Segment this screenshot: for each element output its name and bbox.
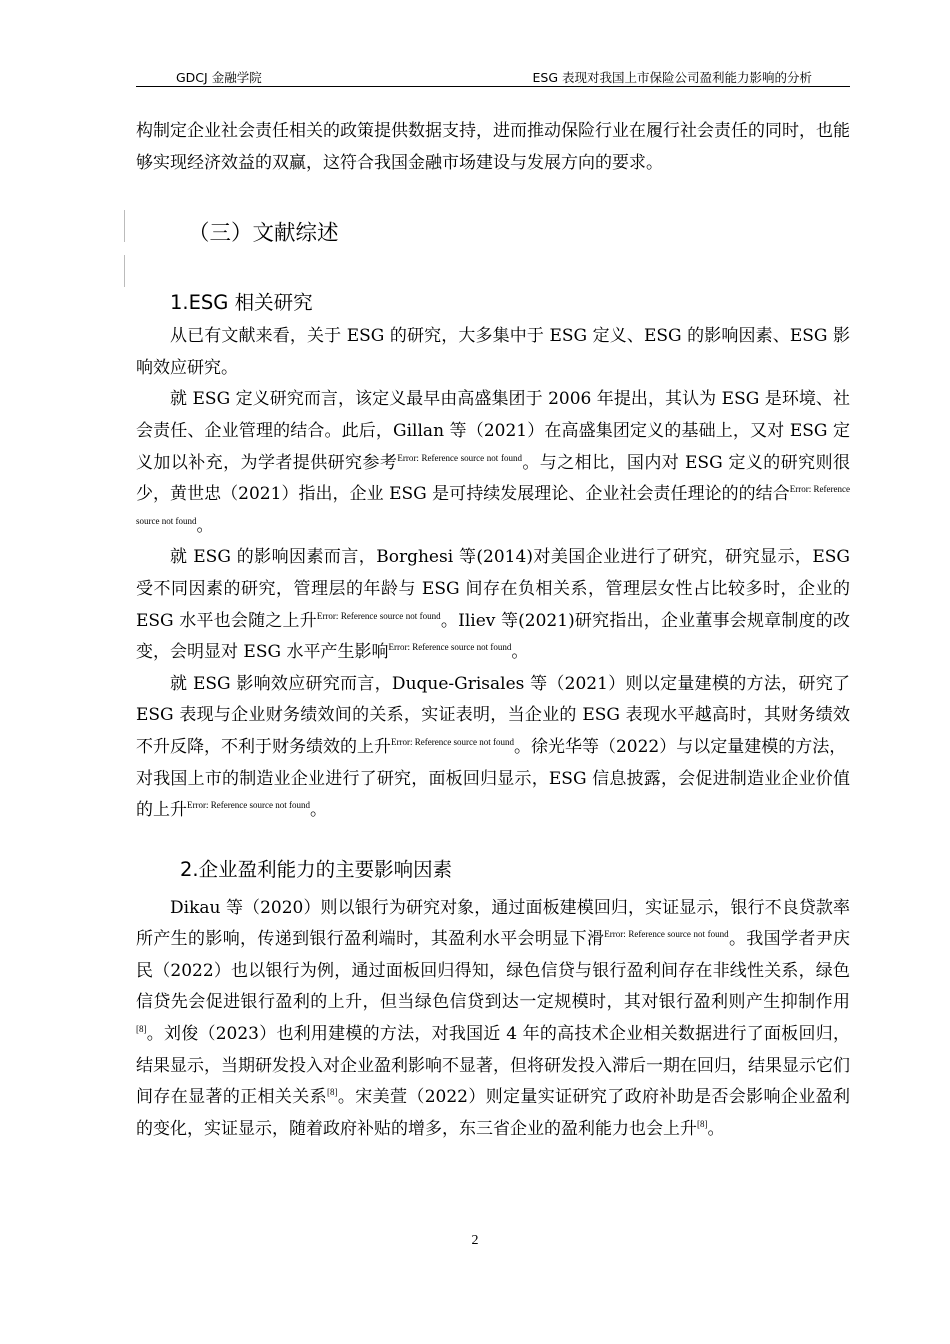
paragraph: 就 ESG 影响效应研究而言，Duque-Grisales 等（2021）则以定量建模的方法，研究了 ESG 表现与企业财务绩效间的关系，实证表明，当企业的 ESG 表现水平越高时，其财务绩效不升反降，不利于财务绩效的上升$^{Error: Reference source not found}$。徐光华等（2022）与以定量建模的方法， (136, 673, 850, 757)
paragraph: 对我国上市的制造业企业进行了研究，面板回归显示，ESG 信息披露，会促进制造业企业价值的上升$^{Error: Reference source not found}$。 (136, 768, 850, 821)
paragraph: 从已有文献来看，关于 ESG 的研究，大多集中于 ESG 定义、ESG 的影响因素、ESG 影响效应研究。 (136, 326, 850, 378)
header-right: ESG 表现对我国上市保险公司盈利能力影响的分析 (532, 70, 812, 85)
subsection-title-1: 1.ESG 相关研究 (170, 291, 313, 315)
subsection-title-2: 2.企业盈利能力的主要影响因素 (180, 857, 453, 881)
paragraph: 就 ESG 的影响因素而言，Borghesi 等(2014)对美国企业进行了研究，研究显示，ESG 受不同因素的研究，管理层的年龄与 ESG 间存在负相关系，管理层女性占比较多时，企业的 ESG 水平也会随之上升$^{Error: Reference source not found}$。Iliev 等(2021)研究指出，企业董事会规章制度的改变，会明显对 ESG 水平产生影响$^{Error: Reference source not found}$。 (136, 547, 851, 663)
margin-marker (124, 210, 125, 242)
citation-error: Error: Reference source not found (397, 452, 522, 463)
citation-ref: [8] (136, 1024, 147, 1035)
citation-error: Error: Reference source not found (316, 610, 441, 621)
header-left: GDCJ 金融学院 (176, 70, 262, 85)
page-header (136, 68, 850, 87)
citation-error: Error: Reference source not found (187, 800, 310, 811)
margin-marker (124, 255, 125, 287)
paragraph: 就 ESG 定义研究而言，该定义最早由高盛集团于 2006 年提出，其认为 ESG 是环境、社会责任、企业管理的结合。此后，Gillan 等（2021）在高盛集团定义的基础上，又对 ESG 定义加以补充，为学者提供研究参考$^{Error: Reference source not found}$。与之相比，国内对 ESG 定义的研究则很少，黄世忠（2021）指出，企业 ESG 是可持续发展理论、企业社会责任理论的的结合$^{Error: Reference source not found}$。 (136, 389, 850, 536)
citation-error: Error: Reference source not found (388, 642, 512, 653)
citation-ref: [8] (327, 1087, 338, 1098)
citation-error: Error: Reference source not found (136, 484, 850, 526)
intro-paragraph: 构制定企业社会责任相关的政策提供数据支持，进而推动保险行业在履行社会责任的同时，也能够实现经济效益的双赢，这符合我国金融市场建设与发展方向的要求。 (136, 121, 850, 173)
citation-error: Error: Reference source not found (391, 736, 514, 747)
citation-ref: [8] (697, 1118, 708, 1129)
page-body (136, 116, 850, 1145)
paragraph: Dikau 等（2020）则以银行为研究对象，通过面板建模回归，实证显示，银行不良贷款率所产生的影响，传递到银行盈利端时，其盈利水平会明显下滑$^{Error: Reference source not found}$。我国学者尹庆民（2022）也以银行为例，通过面板回归得知，绿色信贷与银行盈利间存在非线性关系，绿色信贷先会促进银行盈利的上升，但当绿色信贷到达一定规模时，其对银行盈利则产生抑制作用[8]。刘俊（2023）也利用建模的方法，对我国近 4 年的高技术企业相关数据进行了面板回归，结果显示，当期研发投入对企业盈利影响不显著，但将研发投入滞后一期在回归，结果显示它们间存在显著的正相关关系[8]。宋美萱（2022）则定量实证研究了政府补助是否会影响企业盈利的变化，实证显示，随着政府补贴的增多，东三省企业的盈利能力也会上升[8]。 (136, 897, 851, 1139)
section-title: （三）文献综述 (188, 221, 339, 247)
page-number: 2 (471, 1233, 479, 1248)
citation-error: Error: Reference source not found (604, 929, 729, 940)
